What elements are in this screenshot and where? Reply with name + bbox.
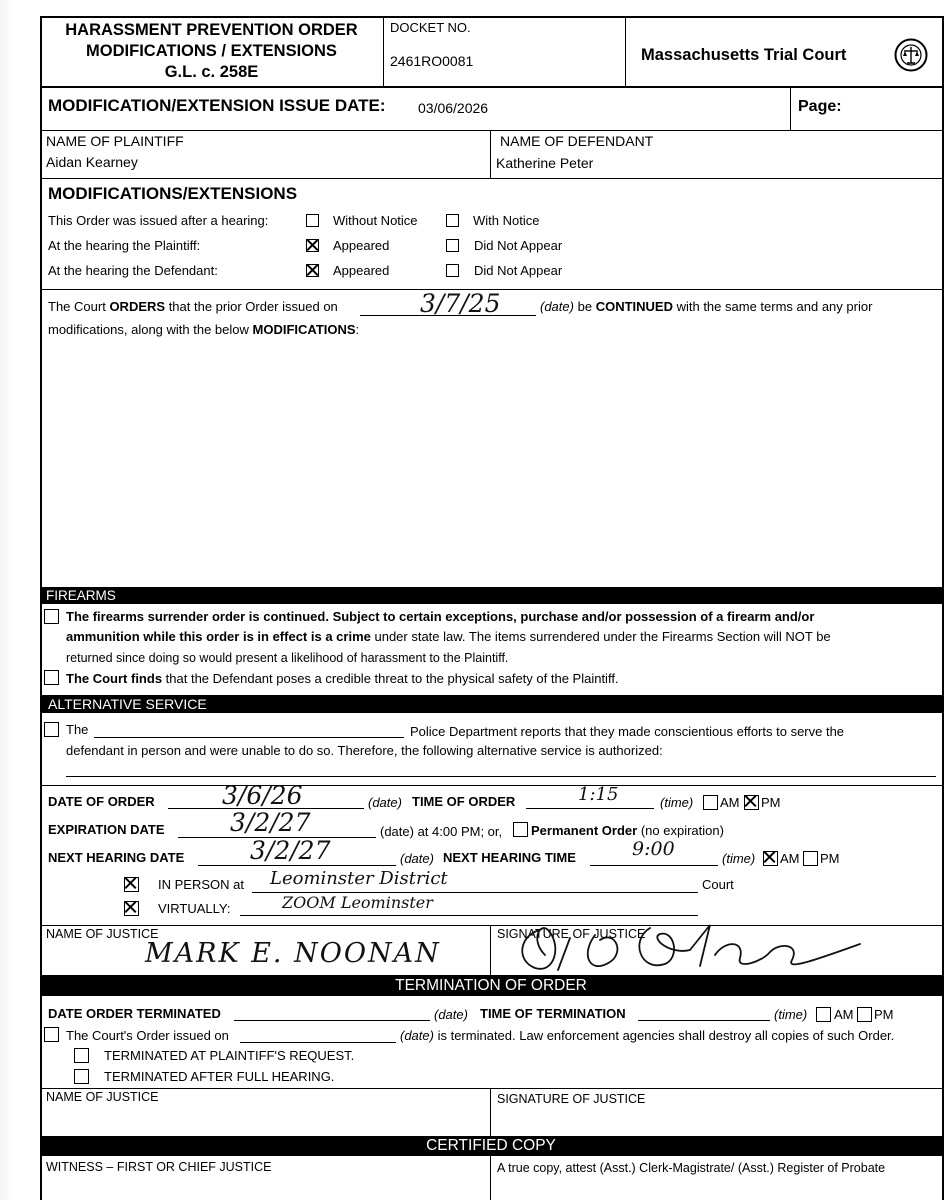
permanent-order-checkbox[interactable] bbox=[513, 822, 528, 837]
in-person-label: IN PERSON at bbox=[158, 877, 244, 892]
date-word: (date) bbox=[368, 795, 402, 810]
rule bbox=[40, 86, 942, 88]
rule bbox=[490, 130, 491, 178]
alt-service-checkbox[interactable] bbox=[44, 722, 59, 737]
issue-date-label: MODIFICATION/EXTENSION ISSUE DATE: bbox=[48, 96, 386, 115]
rule bbox=[40, 785, 942, 786]
justice-name-label: NAME OF JUSTICE bbox=[46, 927, 159, 941]
plaintiff-request-label: TERMINATED AT PLAINTIFF'S REQUEST. bbox=[104, 1048, 355, 1063]
rule bbox=[40, 130, 942, 131]
date-of-order-value: 3/6/26 bbox=[222, 781, 303, 810]
in-person-checkbox[interactable] bbox=[124, 877, 139, 892]
scan-edge bbox=[0, 0, 14, 1200]
terminated-justice-signature-label: SIGNATURE OF JUSTICE bbox=[497, 1092, 646, 1106]
court-word: Court bbox=[702, 877, 734, 892]
defendant-not-appear-checkbox[interactable] bbox=[446, 264, 459, 277]
termination-heading: TERMINATION OF ORDER bbox=[40, 975, 942, 996]
date-of-order-label: DATE OF ORDER bbox=[48, 794, 155, 809]
court-order-issued-label: The Court's Order issued on bbox=[66, 1028, 229, 1043]
order-am-checkbox[interactable] bbox=[703, 795, 718, 810]
next-hearing-time-value: 9:00 bbox=[632, 838, 675, 860]
court-order-terminated-checkbox[interactable] bbox=[44, 1027, 59, 1042]
without-notice-checkbox[interactable] bbox=[306, 214, 319, 227]
permanent-order-text: Permanent Order (no expiration) bbox=[531, 823, 724, 838]
hearing-am-checkbox[interactable] bbox=[763, 851, 778, 866]
form-title: HARASSMENT PREVENTION ORDER MODIFICATIONS / EXTENSIONS G.L. c. 258E bbox=[65, 21, 358, 81]
orders-sentence: The Court ORDERS that the prior Order issued on bbox=[48, 299, 338, 314]
court-order-terminated-text: (date) is terminated. Law enforcement agencies shall destroy all copies of such Order. bbox=[400, 1028, 895, 1043]
with-notice-label: With Notice bbox=[473, 213, 540, 228]
time-of-order-line bbox=[526, 808, 654, 809]
terminated-pm-checkbox[interactable] bbox=[857, 1007, 872, 1022]
hearing-pm-checkbox[interactable] bbox=[803, 851, 818, 866]
next-hearing-label: NEXT HEARING DATE bbox=[48, 850, 185, 865]
terminated-am-checkbox[interactable] bbox=[816, 1007, 831, 1022]
terminated-justice-name-label: NAME OF JUSTICE bbox=[46, 1090, 159, 1104]
firearms-text-3: returned since doing so would present a likelihood of harassment to the Plaintiff. bbox=[66, 651, 509, 665]
full-hearing-checkbox[interactable] bbox=[74, 1069, 89, 1084]
virtually-checkbox[interactable] bbox=[124, 901, 139, 916]
defendant-appeared-label: Appeared bbox=[333, 263, 390, 278]
full-hearing-label: TERMINATED AFTER FULL HEARING. bbox=[104, 1069, 335, 1084]
rule bbox=[383, 16, 384, 86]
hearing-type-label: This Order was issued after a hearing: bbox=[48, 213, 269, 228]
plaintiff-request-checkbox[interactable] bbox=[74, 1048, 89, 1063]
alt-service-the: The bbox=[66, 722, 89, 737]
order-am-label: AM bbox=[720, 795, 740, 810]
next-hearing-date-word: (date) bbox=[400, 851, 434, 866]
firearms-continued-checkbox[interactable] bbox=[44, 609, 59, 624]
police-dept-line bbox=[94, 737, 404, 738]
rule bbox=[40, 1088, 942, 1089]
terminated-am-label: AM bbox=[834, 1007, 854, 1022]
plaintiff-label: NAME OF PLAINTIFF bbox=[46, 133, 184, 149]
justice-name-value: MARK E. NOONAN bbox=[145, 938, 441, 969]
attest-label: A true copy, attest (Asst.) Clerk-Magistrate/ (Asst.) Register of Probate bbox=[497, 1161, 886, 1175]
order-pm-label: PM bbox=[761, 795, 781, 810]
modifications-heading: MODIFICATIONS/EXTENSIONS bbox=[48, 184, 298, 203]
alt-service-line bbox=[66, 776, 936, 777]
next-hearing-value: 3/2/27 bbox=[250, 836, 331, 865]
terminated-pm-label: PM bbox=[874, 1007, 894, 1022]
orders-line-2: modifications, along with the below MODIFICATIONS: bbox=[48, 322, 360, 337]
justice-signature-scrawl bbox=[500, 900, 880, 980]
defendant-not-appear-label: Did Not Appear bbox=[474, 263, 563, 278]
plaintiff-appeared-checkbox[interactable] bbox=[306, 239, 319, 252]
credible-threat-checkbox[interactable] bbox=[44, 670, 59, 685]
alt-service-line1: Police Department reports that they made conscientious efforts to serve the bbox=[410, 724, 845, 739]
court-order-issued-line bbox=[240, 1042, 396, 1043]
expiration-label: EXPIRATION DATE bbox=[48, 822, 165, 837]
court-seal-icon bbox=[894, 38, 928, 72]
alt-service-line2: defendant in person and were unable to do so. Therefore, the following alternative service is authorized: bbox=[66, 743, 663, 758]
defendant-appeared-checkbox[interactable] bbox=[306, 264, 319, 277]
rule bbox=[40, 16, 942, 18]
time-terminated-line bbox=[638, 1020, 770, 1021]
prior-order-date: 3/7/25 bbox=[420, 289, 501, 318]
time-of-order-value: 1:15 bbox=[578, 784, 619, 805]
page-label: Page: bbox=[798, 98, 842, 115]
plaintiff-not-appear-label: Did Not Appear bbox=[474, 238, 563, 253]
order-pm-checkbox[interactable] bbox=[744, 795, 759, 810]
firearms-text-2: ammunition while this order is in effect is a crime under state law. The items surrendered under the Firearms Section will NOT be bbox=[66, 629, 831, 644]
firearms-text-1: The firearms surrender order is continued. Subject to certain exceptions, purchase and/or possession of a firearm and/or bbox=[66, 609, 815, 624]
virtually-value: ZOOM Leominster bbox=[282, 893, 433, 912]
virtually-label: VIRTUALLY: bbox=[158, 901, 231, 916]
time-word: (time) bbox=[660, 795, 694, 810]
issue-date-value: 03/06/2026 bbox=[418, 100, 489, 116]
rule bbox=[490, 1088, 491, 1136]
hearing-am-label: AM bbox=[780, 851, 800, 866]
rule bbox=[490, 925, 491, 975]
defendant-hearing-label: At the hearing the Defendant: bbox=[48, 263, 218, 278]
plaintiff-appeared-label: Appeared bbox=[333, 238, 390, 253]
terminated-date-word: (date) bbox=[434, 1007, 468, 1022]
date-terminated-line bbox=[234, 1020, 430, 1021]
time-of-order-label: TIME OF ORDER bbox=[412, 794, 516, 809]
with-notice-checkbox[interactable] bbox=[446, 214, 459, 227]
time-terminated-label: TIME OF TERMINATION bbox=[480, 1006, 626, 1021]
docket-number: 2461RO0081 bbox=[390, 53, 474, 69]
firearms-heading: FIREARMS bbox=[40, 587, 942, 604]
without-notice-label: Without Notice bbox=[333, 213, 418, 228]
defendant-name: Katherine Peter bbox=[496, 155, 594, 171]
rule bbox=[490, 1156, 491, 1200]
rule bbox=[625, 16, 626, 86]
next-hearing-time-label: NEXT HEARING TIME bbox=[443, 850, 576, 865]
next-hearing-line bbox=[198, 865, 396, 866]
plaintiff-name: Aidan Kearney bbox=[46, 154, 138, 170]
certified-heading: CERTIFIED COPY bbox=[40, 1136, 942, 1156]
plaintiff-not-appear-checkbox[interactable] bbox=[446, 239, 459, 252]
in-person-location: Leominster District bbox=[270, 868, 448, 889]
rule bbox=[790, 86, 791, 130]
terminated-time-word: (time) bbox=[774, 1007, 808, 1022]
witness-label: WITNESS – FIRST OR CHIEF JUSTICE bbox=[46, 1160, 272, 1174]
orders-continued: (date) be CONTINUED with the same terms and any prior bbox=[540, 299, 873, 314]
next-time-word: (time) bbox=[722, 851, 756, 866]
docket-label: DOCKET NO. bbox=[390, 20, 471, 35]
justice-signature-label: SIGNATURE OF JUSTICE bbox=[497, 927, 646, 941]
alt-service-heading: ALTERNATIVE SERVICE bbox=[40, 695, 942, 713]
plaintiff-hearing-label: At the hearing the Plaintiff: bbox=[48, 238, 201, 253]
expiration-mid: (date) at 4:00 PM; or, bbox=[380, 824, 503, 839]
defendant-label: NAME OF DEFENDANT bbox=[500, 133, 654, 149]
hearing-pm-label: PM bbox=[820, 851, 840, 866]
next-time-line bbox=[590, 865, 718, 866]
court-name: Massachusetts Trial Court bbox=[641, 46, 847, 64]
date-terminated-label: DATE ORDER TERMINATED bbox=[48, 1006, 221, 1021]
expiration-value: 3/2/27 bbox=[230, 808, 311, 837]
rule bbox=[40, 178, 942, 179]
credible-threat-text: The Court finds that the Defendant poses a credible threat to the physical safety of the Plaintiff. bbox=[66, 671, 619, 686]
